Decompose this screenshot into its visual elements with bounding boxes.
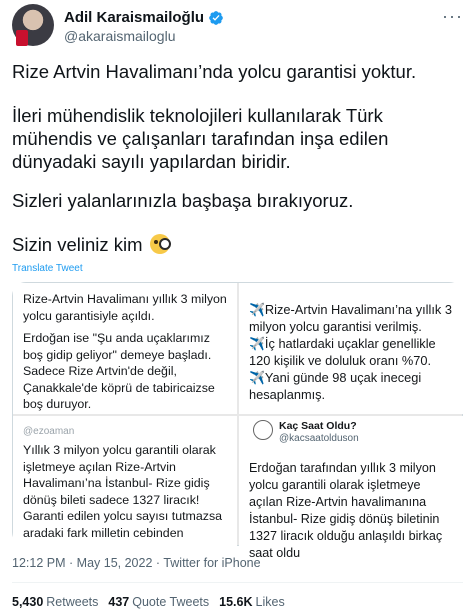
media-image-4[interactable] [239,416,464,560]
tweet-stats [12,595,285,609]
media-grid[interactable] [12,282,463,560]
image-2-text-1: ✈️Rize-Artvin Havalimanı’na yıllık 3 milyon yolcu garantisi verilmiş. [249,302,452,334]
media-image-3[interactable] [13,416,237,547]
image-1-text-1: Rize-Artvin Havalimanı yıllık 3 milyon yolcu garantisiyle açıldı. [23,292,227,323]
retweets-count: 5,430 [12,595,44,609]
author-handle[interactable]: @akaraismailoglu [64,28,176,44]
tweet-paragraph-3: Sizleri yalanlarınızla başbaşa bırakıyoruz. [12,190,354,211]
tweet-date[interactable]: May 15, 2022 [76,556,153,570]
more-icon[interactable]: ··· [442,6,463,26]
image-4-name: Kaç Saat Oldu? [279,420,357,432]
avatar[interactable] [12,4,54,46]
tweet-time[interactable]: 12:12 PM [12,556,66,570]
translate-tweet-link[interactable]: Translate Tweet [12,263,83,274]
quotes-count: 437 [108,595,130,609]
verified-badge-icon [208,10,224,26]
image-2-text-2: ✈️İç hatlardaki uçaklar genellikle 120 kişilik ve doluluk oranı %70. [249,336,436,368]
tweet-meta [12,556,261,570]
image-4-text-1: Erdoğan tarafından yıllık 3 milyon yolcu garantili olarak işletmeye açılan Rize-Artvin havalimanına İstanbul- Rize gidiş dönüş biletinin 1327 liracık olduğu anlaşıldı birkaç saat oldu [249,461,443,560]
image-4-avatar [253,420,273,440]
likes-count: 15.6K [219,595,253,609]
tweet-paragraph-4-row [12,233,170,256]
image-4-handle: @kacsaatolduson [279,433,359,444]
likes-label: Likes [255,595,285,609]
media-image-2[interactable] [239,283,464,414]
quotes-label: Quote Tweets [132,595,210,609]
retweets-label: Retweets [46,595,99,609]
meta-separator-1: · [69,556,74,570]
image-3-text-1: Yıllık 3 milyon yolcu garantili olarak işletmeye açılan Rize-Artvin Havalimanı’na İstanbul- Rize gidiş dönüş bileti sadece 1327 liracık! Garanti edilen yolcu sayısı tutmazsa aradaki fark milletin cebinden [23,443,223,540]
likes-stat[interactable] [219,595,285,609]
tweet-paragraph-1: Rize Artvin Havalimanı’nda yolcu garantisi yoktur. [12,61,417,82]
face-with-monocle-icon [150,234,170,254]
tweet-paragraph-2: İleri mühendislik teknolojileri kullanılarak Türk mühendis ve çalışanları tarafından inşa edilen dünyadaki sayılı yapılardan biridir. [12,105,389,172]
media-image-1[interactable] [13,283,237,414]
image-3-top-fragment: @ezoaman [23,426,75,437]
author-name-row[interactable] [64,9,224,26]
tweet-header [12,4,463,46]
image-4-header [249,418,454,452]
tweet-source[interactable]: Twitter for iPhone [163,556,261,570]
divider [12,582,463,583]
quote-tweets-stat[interactable] [108,595,209,609]
meta-separator-2: · [155,556,161,570]
image-2-text-3: ✈️Yani günde 98 uçak inecegi hesaplanmış. [249,370,422,402]
tweet-paragraph-4: Sizin veliniz kim [12,234,143,255]
retweets-stat[interactable] [12,595,98,609]
image-1-text-2: Erdoğan ise "Şu anda uçaklarımız boş gidip geliyor" demeye başladı. Sadece Rize Artvin'de değil, Çanakkale'de köprü de tabiricaizse boş duruyor. [23,331,215,411]
author-name[interactable]: Adil Karaismailoğlu [64,9,205,26]
